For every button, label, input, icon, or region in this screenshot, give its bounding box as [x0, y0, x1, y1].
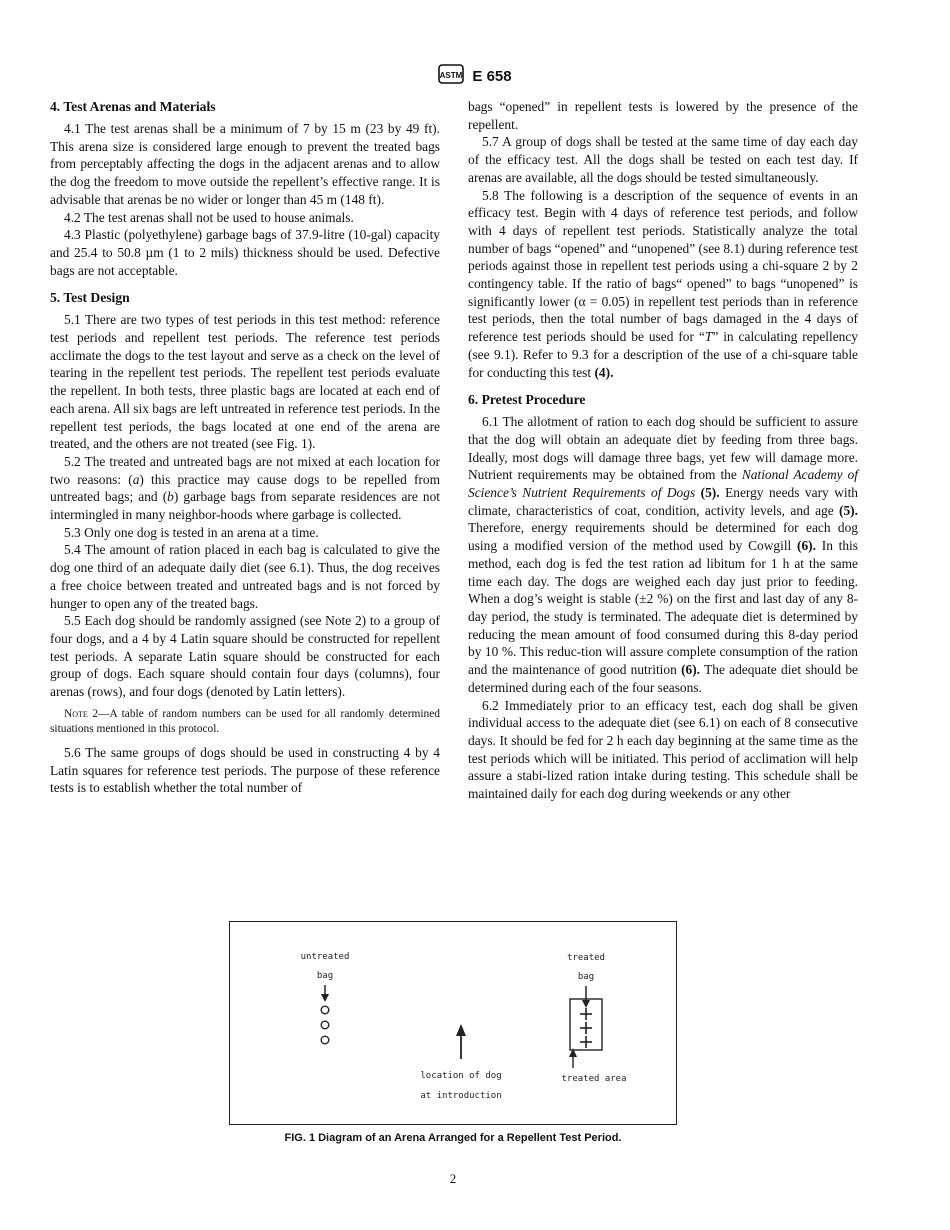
untreated-arrow-icon [321, 985, 329, 1002]
untreated-bag-icon [321, 1021, 329, 1029]
para-4-2: 4.2 The test arenas shall not be used to house animals. [64, 209, 354, 225]
treated-bag-plus-icon [580, 1036, 592, 1048]
figure-1-arena-diagram [229, 921, 677, 1125]
para-continued: bags “opened” in repellent tests is lowered by the presence of the repellent. [468, 99, 858, 132]
page-number: 2 [449, 1171, 457, 1186]
para-5-5: 5.5 Each dog should be randomly assigned (see Note 2) to a group of four dogs, and a 4 by 4 Latin square should be constructed for repellent test periods. A separate Latin square should be constructed for each group of dogs. Each square should contain four days (columns), four arenas (rows), and four dogs (denoted by Latin letters). [50, 613, 440, 700]
note-2: Note 2—A table of random numbers can be used for all randomly determined situations mentioned in this protocol. [50, 707, 440, 736]
section-6-heading: 6. Pretest Procedure [468, 392, 586, 408]
treated-bag-label: bag [577, 972, 595, 982]
para-4-3: 4.3 Plastic (polyethylene) garbage bags of 37.9-litre (10-gal) capacity and 25.4 to 50.8 µm (1 to 2 mils) thickness should be used. Defective bags are not acceptable. [50, 227, 440, 278]
treated-area-arrow-icon [569, 1048, 577, 1068]
right-column [468, 98, 858, 803]
untreated-bag-icon [321, 1036, 329, 1044]
dog-location-arrow-icon [456, 1024, 466, 1059]
untreated-bag-label: bag [316, 971, 334, 981]
untreated-bag-icon [321, 1006, 329, 1014]
section-4-heading: 4. Test Arenas and Materials [50, 99, 216, 114]
para-5-3: 5.3 Only one dog is tested in an arena at a time. [64, 524, 319, 540]
section-5-heading: 5. Test Design [50, 290, 130, 306]
figure-caption: FIG. 1 Diagram of an Arena Arranged for a Repellent Test Period. [284, 1132, 622, 1144]
dog-introduction-label: at introduction [420, 1091, 502, 1101]
para-5-6: 5.6 The same groups of dogs should be used in constructing 4 by 4 Latin squares for reference test periods. The purpose of these reference tests is to establish whether the total number of [50, 744, 440, 796]
para-6-2: 6.2 Immediately prior to an efficacy test, each dog shall be given individual access to the adequate diet (see 6.1) on each of 8 consecutive days. It should be fed for 2 h each day beginning at the same time as the test periods which will be initiated. This period of acclimation will help assure a stabi-lized ration intake during testing. This schedule shall be maintained daily for each dog during weekends or any other [468, 697, 858, 802]
treated-arrow-icon [582, 986, 590, 1008]
treated-area-label: treated area [561, 1074, 627, 1084]
para-5-7: 5.7 A group of dogs shall be tested at the same time of day each day of the efficacy test. All the dogs shall be tested on each test day. If arenas are available, all the dogs should be tested simultaneously. [468, 134, 858, 185]
designation: E 658 [472, 68, 512, 85]
para-5-2: 5.2 The treated and untreated bags are not mixed at each location for two reasons: (a) this practice may cause dogs to be repelled from untreated bags; and (b) garbage bags from separate residences are not intermingled in many neighbor-hoods where garbage is collected. [50, 453, 440, 523]
para-5-8: 5.8 The following is a description of the sequence of events in an efficacy test. Begin with 4 days of reference test periods, and follow with 4 days of repellent test periods. Statistically analyze the total number of bags “opened” and “unopened” (see 8.1) during reference test periods against those in repellent test periods using a chi-square 2 by 2 contingency table. If the ratio of bags“ opened” to bags “unopened” is significantly lower (α = 0.05) in repellent test periods than in reference test periods, then the total number of bags damaged in the 4 days of reference test periods should be used for “T” in calculating repellency (see 9.1). Refer to 9.3 for a description of the use of a chi-square table for conducting this test (4). [468, 187, 859, 380]
dog-location-label: location of dog [420, 1071, 502, 1081]
para-6-1: 6.1 The allotment of ration to each dog should be sufficient to assure that the dog will obtain an adequate diet by feeding from three bags. Ideally, most dogs will damage three bags, yet few will damage more. Nutrient requirements may be obtained from the National Academy of Science’s Nutrient Requirements of Dogs (5). Energy needs vary with climate, characteristics of coat, condition, activity levels, and age (5). Therefore, energy requirements should be determined for each dog using a modified version of the method used by Cowgill (6). In this method, each dog is fed the test ration ad libitum for 1 h at the same time each day. The dogs are weighed each day just prior to feeding. When a dog’s weight is stable (±2 %) on the first and last day of any 8-day period, the study is terminated. The adequate diet is determined by reducing the mean amount of food consumed during this 8-day period by 10 %. This reduc-tion will assure complete consumption of the ration and the maintenance of good nutrition (6). The adequate diet should be determined during each of the four seasons. [468, 414, 859, 695]
para-5-1: 5.1 There are two types of test periods in this test method: reference test periods and repellent test periods. The reference test periods acclimate the dogs to the test layout and serve as a check on the level of tearing in the repellent test periods. The repellent test periods evaluate the repellent. In both tests, three plastic bags are located at each end of each arena. All six bags are left untreated in reference test periods. In the repellent test periods, the bags located at one end of the arena are treated, and the others are not treated (see Fig. 1). [50, 312, 441, 452]
treated-bag-plus-icon [580, 1022, 592, 1034]
para-4-1: 4.1 The test arenas shall be a minimum of 7 by 15 m (23 by 49 ft). This arena size is considered large enough to prevent the treated bags from perceptably affecting the dogs in the adjacent arenas and to allow the dog the freedom to move outside the repellent’s effective range. It is advisable that arenas be no wider or longer than 45 m (148 ft). [50, 121, 440, 207]
astm-logo-icon [438, 64, 464, 89]
left-column [50, 98, 440, 797]
treated-bag-plus-icon [580, 1008, 592, 1020]
para-5-4: 5.4 The amount of ration placed in each bag is calculated to give the dog one third of an adequate daily diet (see 6.1). Thus, the dog receives a free choice between treated and untreated bags and is not forced by hunger to open any of the treated bags. [50, 542, 440, 611]
page-header [0, 64, 950, 89]
treated-label: treated [567, 953, 605, 963]
logo-text: ASTM [440, 71, 463, 80]
untreated-label: untreated [300, 952, 350, 962]
